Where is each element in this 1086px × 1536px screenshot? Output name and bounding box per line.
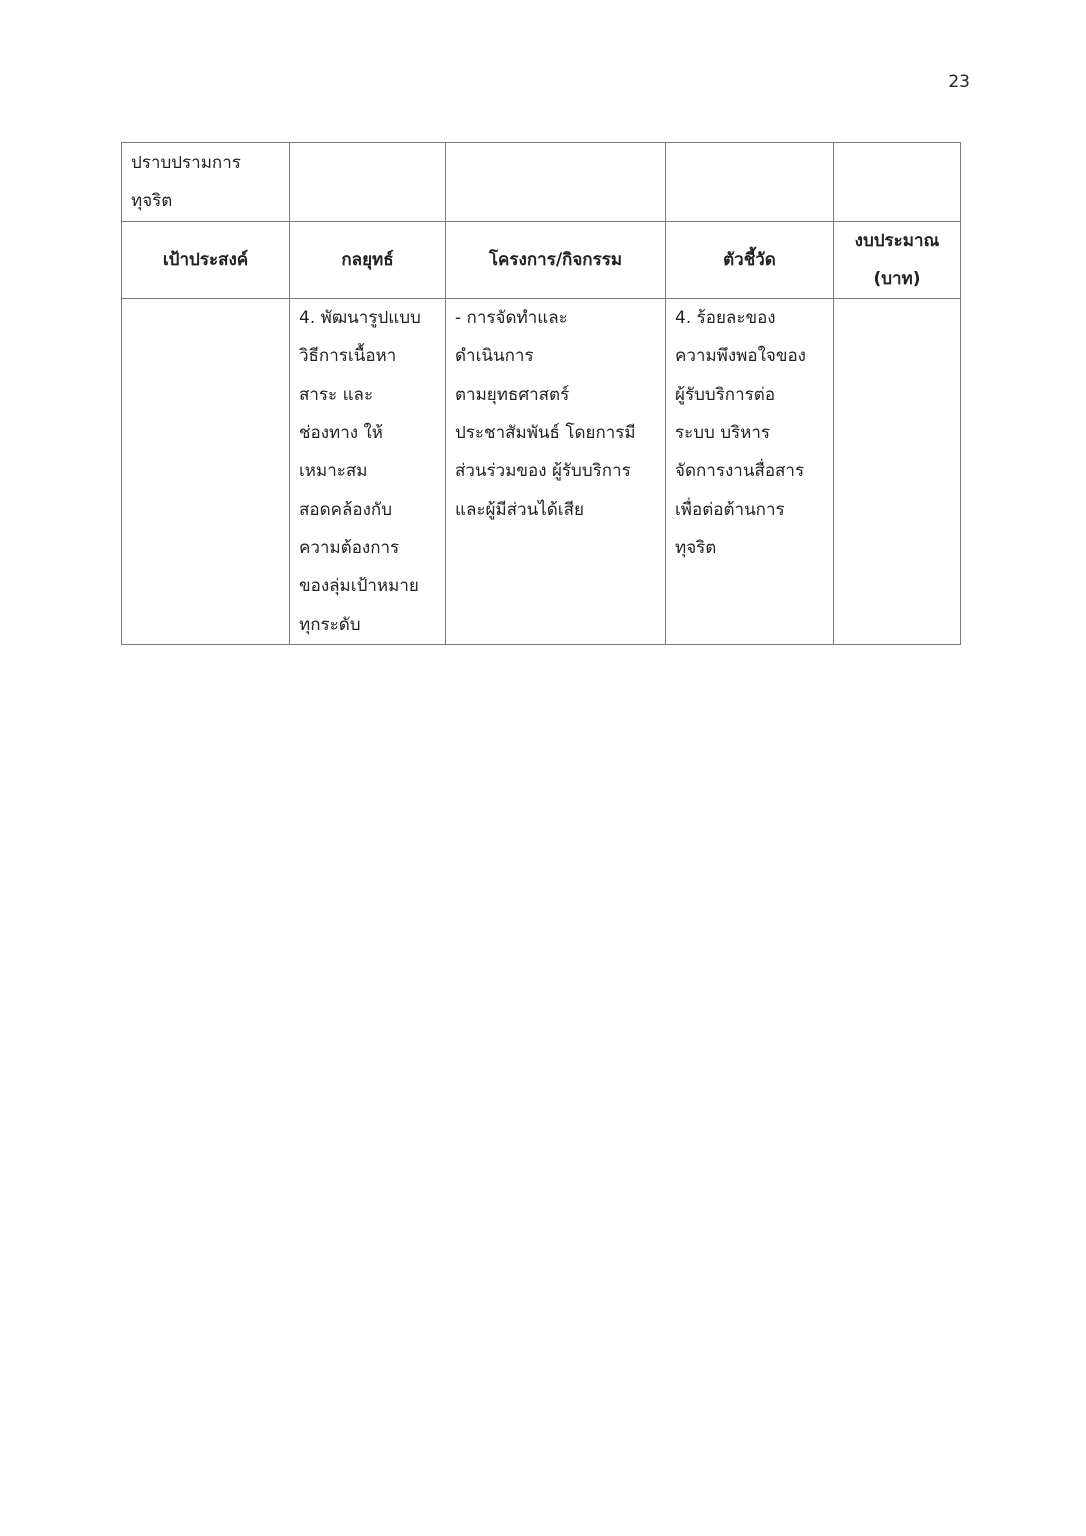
cell-text-line: ทุจริต	[675, 537, 717, 558]
empty-cell	[666, 143, 834, 222]
budget-cell	[834, 299, 961, 645]
cell-text-line: 4. พัฒนารูปแบบ	[299, 308, 421, 329]
cell-text-line: จัดการงานสื่อสาร	[675, 461, 805, 482]
strategy-cell	[290, 299, 446, 645]
project-cell	[446, 299, 666, 645]
header-objective: เป้าประสงค์	[122, 221, 290, 299]
header-budget-line: งบประมาณ	[854, 230, 940, 251]
cell-text-line: ทุกระดับ	[299, 614, 361, 635]
table-row	[122, 299, 961, 645]
cell-text-line: 4. ร้อยละของ	[675, 308, 776, 329]
cell-text-line: - การจัดทำและ	[455, 308, 568, 329]
continued-objective-cell	[122, 143, 290, 222]
indicator-cell	[666, 299, 834, 645]
cell-text-line: เหมาะสม	[299, 461, 368, 482]
cell-text-line: เพื่อต่อต้านการ	[675, 499, 785, 520]
header-indicator: ตัวชี้วัด	[666, 221, 834, 299]
continued-row	[122, 143, 961, 222]
cell-text-line: ความพึงพอใจของ	[675, 346, 806, 367]
page-number: 23	[948, 72, 970, 92]
cell-text-line: ของลุ่มเป้าหมาย	[299, 576, 419, 597]
cell-text-line: ตามยุทธศาสตร์	[455, 384, 570, 405]
cell-text-line: สอดคล้องกับ	[299, 499, 393, 520]
cell-text-line: ช่องทาง ให้	[299, 423, 384, 444]
header-project: โครงการ/กิจกรรม	[446, 221, 666, 299]
cell-text-line: ดำเนินการ	[455, 346, 534, 367]
cell-text-line: สาระ และ	[299, 384, 374, 405]
cell-text-line: วิธีการเนื้อหา	[299, 346, 397, 367]
header-strategy: กลยุทธ์	[290, 221, 446, 299]
cell-text-line: ประชาสัมพันธ์ โดยการมี	[455, 423, 636, 444]
cell-text-line: ระบบ บริหาร	[675, 423, 771, 444]
cell-text-line: ส่วนร่วมของ ผู้รับบริการ	[455, 461, 631, 482]
cell-text-line: ความต้องการ	[299, 537, 400, 558]
header-budget-line: (บาท)	[873, 268, 921, 289]
table-header-row	[122, 221, 961, 299]
empty-cell	[290, 143, 446, 222]
objective-cell	[122, 299, 290, 645]
empty-cell	[446, 143, 666, 222]
cell-text-line: ผู้รับบริการต่อ	[675, 384, 776, 405]
cell-text-line: ทุจริต	[131, 191, 173, 212]
empty-cell	[834, 143, 961, 222]
cell-text-line: และผู้มีส่วนได้เสีย	[455, 499, 584, 520]
cell-text-line: ปราบปรามการ	[131, 153, 241, 173]
header-budget	[834, 221, 961, 299]
strategy-table	[121, 142, 961, 645]
